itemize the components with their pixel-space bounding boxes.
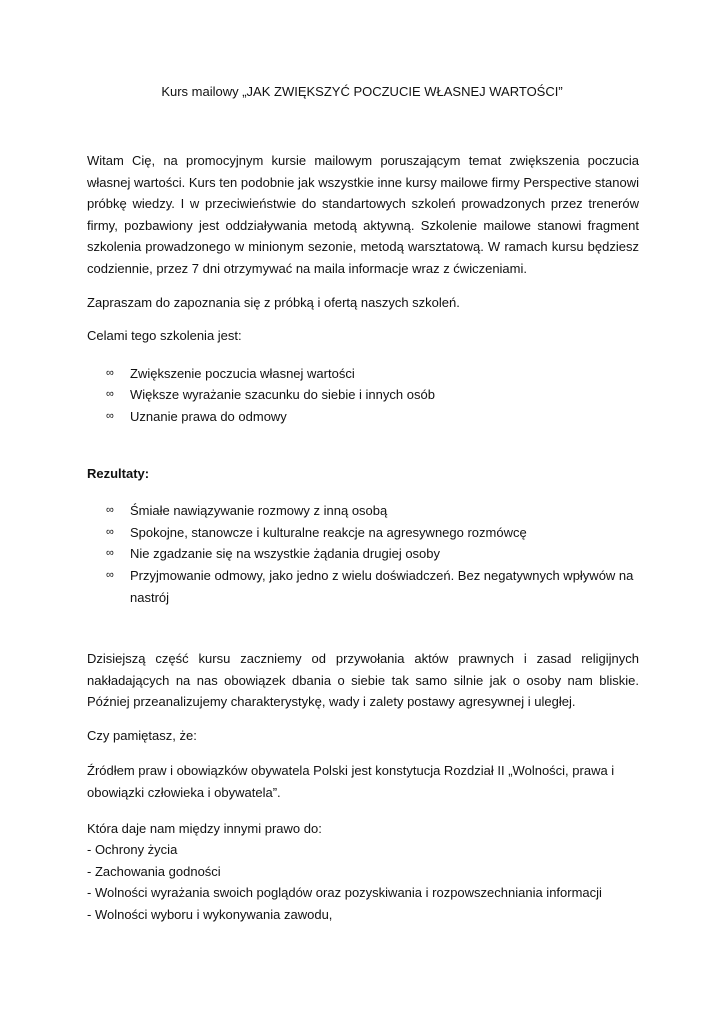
source-paragraph: Źródłem praw i obowiązków obywatela Polski jest konstytucja Rozdział II „Wolności, prawa i obowiązki człowieka i obywatela”. [87, 763, 615, 801]
goals-list [87, 363, 639, 428]
result-text: Śmiałe nawiązywanie rozmowy z inną osobą [130, 503, 388, 519]
goal-text: Większe wyrażanie szacunku do siebie i innych osób [130, 387, 435, 403]
rights-intro: Która daje nam między innymi prawo do: [87, 820, 322, 836]
today-paragraph: Dzisiejszą część kursu zaczniemy od przywołania aktów prawnych i zasad religijnych nakładających na nas obowiązek dbania o siebie tak samo silnie jak o osoby nam bliskie. Później przeanalizujemy charakterystykę, wady i zalety postawy agresywnej i uległej. [87, 651, 639, 710]
rights-list [87, 839, 639, 925]
results-heading: Rezultaty: [87, 465, 150, 481]
goals-heading: Celami tego szkolenia jest: [87, 328, 242, 344]
result-text: Przyjmowanie odmowy, jako jedno z wielu doświadczeń. Bez negatywnych wpływów na nastrój [130, 567, 634, 605]
list-item: - Wolności wyboru i wykonywania zawodu, [87, 907, 333, 923]
list-item [87, 522, 639, 544]
infinity-bullet-icon: ∞ [106, 568, 114, 581]
result-text: Spokojne, stanowcze i kulturalne reakcje na agresywnego rozmówcę [130, 524, 527, 540]
list-item [87, 543, 639, 565]
intro-paragraph: Witam Cię, na promocyjnym kursie mailowym poruszającym temat zwiększenia poczucia własnej wartości. Kurs ten podobnie jak wszystkie inne kursy mailowe firmy Perspective stanowi próbkę wiedzy. I w przeciwieństwie do standartowych szkoleń prowadzonych przez trenerów firmy, pozbawiony jest oddziaływania metodą aktywną. Szkolenie mailowe stanowi fragment szkolenia prowadzonego w minionym sezonie, metodą warsztatową. W ramach kursu będziesz codziennie, przez 7 dni otrzymywać na maila informacje wraz z ćwiczeniami. [87, 153, 639, 276]
document-title: Kurs mailowy „JAK ZWIĘKSZYĆ POCZUCIE WŁASNEJ WARTOŚCI” [161, 84, 563, 99]
infinity-bullet-icon: ∞ [106, 504, 114, 517]
remember-paragraph: Czy pamiętasz, że: [87, 727, 197, 743]
list-item [87, 406, 639, 428]
infinity-bullet-icon: ∞ [106, 409, 114, 422]
infinity-bullet-icon: ∞ [106, 388, 114, 401]
infinity-bullet-icon: ∞ [106, 366, 114, 379]
list-item: - Zachowania godności [87, 863, 221, 879]
goal-text: Zwiększenie poczucia własnej wartości [130, 365, 355, 381]
list-item [87, 363, 639, 385]
invite-paragraph: Zapraszam do zapoznania się z próbką i ofertą naszych szkoleń. [87, 294, 460, 310]
document-body [87, 150, 639, 926]
infinity-bullet-icon: ∞ [106, 525, 114, 538]
result-text: Nie zgadzanie się na wszystkie żądania drugiej osoby [130, 546, 441, 562]
list-item [87, 384, 639, 406]
results-list [87, 500, 639, 608]
list-item: - Ochrony życia [87, 842, 178, 858]
list-item: - Wolności wyrażania swoich poglądów oraz pozyskiwania i rozpowszechniania informacji [87, 885, 602, 901]
infinity-bullet-icon: ∞ [106, 547, 114, 560]
list-item [87, 565, 639, 608]
list-item [87, 500, 639, 522]
goal-text: Uznanie prawa do odmowy [130, 408, 287, 424]
